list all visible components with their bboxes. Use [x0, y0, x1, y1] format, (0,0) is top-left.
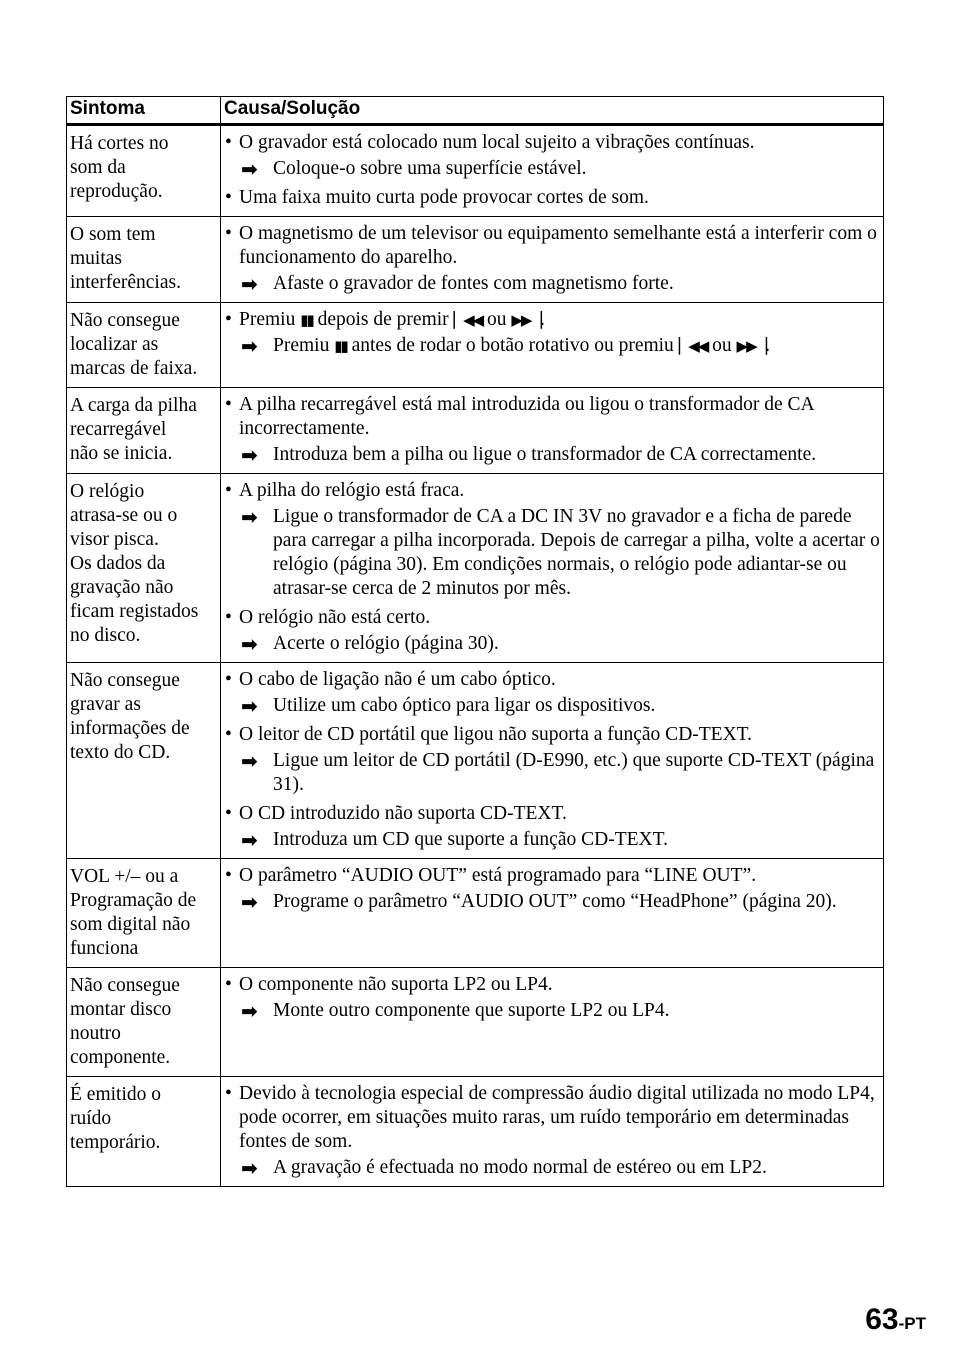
cause-text: depois de premir	[312, 309, 454, 330]
symptom-line: funciona	[70, 938, 139, 959]
symptom-line: Há cortes no	[70, 133, 169, 154]
bullet-icon: •	[225, 187, 232, 208]
solution-item	[225, 272, 881, 296]
symptom-line: Não consegue	[70, 310, 180, 331]
solution-text: .	[765, 335, 771, 356]
cause-text: Premiu	[239, 309, 301, 330]
page-number	[865, 1303, 926, 1337]
troubleshooting-table	[66, 96, 884, 1187]
solution-text: A gravação é efectuada no modo normal de estéreo ou em LP2.	[273, 1157, 767, 1178]
symptom-line: som da	[70, 157, 126, 178]
symptom-line: Não consegue	[70, 975, 180, 996]
arrow-right-icon: ➡	[241, 999, 258, 1023]
table-row	[67, 388, 884, 474]
cause-text: O relógio não está certo.	[239, 607, 431, 628]
cause-item	[225, 668, 881, 692]
cause-text: O gravador está colocado num local sujeito a vibrações contínuas.	[239, 132, 755, 153]
table-row	[67, 968, 884, 1077]
symptom-cell	[67, 125, 221, 217]
cause-item	[225, 864, 881, 888]
cause-solution-cell	[221, 474, 884, 663]
cause-solution-cell	[221, 303, 884, 388]
header-symptom: Sintoma	[67, 97, 221, 125]
solution-text: antes de rodar o botão rotativo ou premiu	[346, 335, 679, 356]
bullet-icon: •	[225, 974, 232, 995]
symptom-line: O relógio	[70, 481, 145, 502]
bullet-icon: •	[225, 223, 232, 244]
bullet-icon: •	[225, 865, 232, 886]
symptom-line: É emitido o	[70, 1084, 161, 1105]
cause-solution-cell	[221, 663, 884, 859]
arrow-right-icon: ➡	[241, 828, 258, 852]
table-row	[67, 217, 884, 303]
cause-solution-cell	[221, 1077, 884, 1187]
solution-item	[225, 157, 881, 181]
solution-text: Introduza bem a pilha ou ligue o transformador de CA correctamente.	[273, 444, 817, 465]
cause-solution-cell	[221, 968, 884, 1077]
cause-solution-cell	[221, 125, 884, 217]
solution-text: Acerte o relógio (página 30).	[273, 633, 499, 654]
table-header-row	[67, 97, 884, 125]
symptom-line: visor pisca.	[70, 529, 159, 550]
cause-text: O CD introduzido não suporta CD-TEXT.	[239, 803, 567, 824]
solution-item	[225, 890, 881, 914]
symptom-cell	[67, 303, 221, 388]
header-cause-solution: Causa/Solução	[221, 97, 884, 125]
bullet-icon: •	[225, 1083, 232, 1104]
cause-item	[225, 973, 881, 997]
cause-item	[225, 393, 881, 441]
arrow-right-icon: ➡	[241, 443, 258, 467]
solution-item	[225, 334, 881, 358]
solution-text: Afaste o gravador de fontes com magnetismo forte.	[273, 273, 674, 294]
arrow-right-icon: ➡	[241, 890, 258, 914]
cause-item	[225, 479, 881, 503]
solution-text: Coloque-o sobre uma superfície estável.	[273, 158, 587, 179]
next-button-symbol-icon: ▶▶▕	[736, 337, 766, 355]
bullet-icon: •	[225, 394, 232, 415]
prev-button-symbol-icon: ▏◀◀	[678, 337, 708, 355]
bullet-icon: •	[225, 724, 232, 745]
symptom-line: componente.	[70, 1047, 171, 1068]
cause-text: A pilha do relógio está fraca.	[239, 480, 465, 501]
symptom-line: ruído	[70, 1108, 112, 1129]
solution-text: Premiu	[273, 335, 335, 356]
symptom-line: interferências.	[70, 272, 181, 293]
cause-solution-cell	[221, 859, 884, 968]
arrow-right-icon: ➡	[241, 334, 258, 358]
cause-text: O cabo de ligação não é um cabo óptico.	[239, 669, 556, 690]
cause-item	[225, 1082, 881, 1154]
cause-text: O magnetismo de um televisor ou equipamento semelhante está a interferir com o funcionamento do aparelho.	[239, 223, 877, 268]
symptom-line: O som tem	[70, 224, 156, 245]
bullet-icon: •	[225, 669, 232, 690]
cause-item	[225, 186, 881, 210]
symptom-line: temporário.	[70, 1132, 161, 1153]
symptom-line: texto do CD.	[70, 742, 171, 763]
arrow-right-icon: ➡	[241, 272, 258, 296]
symptom-line: gravação não	[70, 577, 174, 598]
solution-text: Introduza um CD que suporte a função CD-TEXT.	[273, 829, 668, 850]
symptom-cell	[67, 663, 221, 859]
symptom-line: muitas	[70, 248, 122, 269]
page-number-value: 63	[865, 1303, 899, 1336]
cause-item	[225, 131, 881, 155]
symptom-line: atrasa-se ou o	[70, 505, 178, 526]
symptom-line: A carga da pilha	[70, 395, 197, 416]
solution-text: Utilize um cabo óptico para ligar os dispositivos.	[273, 695, 656, 716]
symptom-line: noutro	[70, 1023, 121, 1044]
symptom-line: não se inicia.	[70, 443, 173, 464]
pause-button-symbol-icon: ▮▮	[300, 311, 313, 329]
arrow-right-icon: ➡	[241, 694, 258, 718]
bullet-icon: •	[225, 309, 232, 330]
table-row	[67, 125, 884, 217]
arrow-right-icon: ➡	[241, 632, 258, 656]
symptom-cell	[67, 1077, 221, 1187]
solution-item	[225, 828, 881, 852]
arrow-right-icon: ➡	[241, 505, 258, 529]
solution-text: Ligue o transformador de CA a DC IN 3V no gravador e a ficha de parede para carregar a pilha incorporada. Depois de carregar a pilha, volte a acertar o relógio (página 30). Em condições normais, o relógio pode adiantar-se ou atrasar-se cerca de 2 minutos por mês.	[273, 506, 880, 599]
table-row	[67, 474, 884, 663]
bullet-icon: •	[225, 607, 232, 628]
cause-text: Uma faixa muito curta pode provocar cortes de som.	[239, 187, 649, 208]
cause-text: ou	[482, 309, 512, 330]
table-row	[67, 1077, 884, 1187]
solution-text: Ligue um leitor de CD portátil (D-E990, etc.) que suporte CD-TEXT (página 31).	[273, 750, 875, 795]
cause-solution-cell	[221, 388, 884, 474]
solution-item	[225, 505, 881, 601]
table-row	[67, 859, 884, 968]
symptom-cell	[67, 388, 221, 474]
symptom-line: no disco.	[70, 625, 141, 646]
table-row	[67, 663, 884, 859]
page-number-suffix: -PT	[898, 1314, 926, 1333]
cause-item	[225, 606, 881, 630]
symptom-cell	[67, 474, 221, 663]
symptom-line: marcas de faixa.	[70, 358, 198, 379]
arrow-right-icon: ➡	[241, 749, 258, 773]
cause-text: Devido à tecnologia especial de compressão áudio digital utilizada no modo LP4, pode ocorrer, em situações muito raras, um ruído temporário em determinadas fontes de som.	[239, 1083, 875, 1152]
cause-item	[225, 222, 881, 270]
cause-text: .	[540, 309, 545, 330]
symptom-line: VOL +/– ou a	[70, 866, 179, 887]
symptom-cell	[67, 859, 221, 968]
cause-item	[225, 802, 881, 826]
cause-text: A pilha recarregável está mal introduzida ou ligou o transformador de CA incorrectamente.	[239, 394, 814, 439]
arrow-right-icon: ➡	[241, 157, 258, 181]
solution-item	[225, 632, 881, 656]
solution-item	[225, 999, 881, 1023]
symptom-line: localizar as	[70, 334, 159, 355]
solution-item	[225, 443, 881, 467]
symptom-cell	[67, 217, 221, 303]
solution-item	[225, 749, 881, 797]
prev-button-symbol-icon: ▏◀◀	[453, 311, 483, 329]
symptom-line: reprodução.	[70, 181, 163, 202]
cause-text: O parâmetro “AUDIO OUT” está programado para “LINE OUT”.	[239, 865, 757, 886]
arrow-right-icon: ➡	[241, 1156, 258, 1180]
symptom-cell	[67, 968, 221, 1077]
symptom-line: ficam registados	[70, 601, 199, 622]
cause-text: O componente não suporta LP2 ou LP4.	[239, 974, 553, 995]
bullet-icon: •	[225, 132, 232, 153]
symptom-line: Programação de	[70, 890, 197, 911]
table-body	[67, 125, 884, 1187]
solution-text: Monte outro componente que suporte LP2 ou LP4.	[273, 1000, 670, 1021]
symptom-line: montar disco	[70, 999, 172, 1020]
bullet-icon: •	[225, 803, 232, 824]
symptom-line: Não consegue	[70, 670, 180, 691]
table-row	[67, 303, 884, 388]
symptom-line: recarregável	[70, 419, 167, 440]
symptom-line: som digital não	[70, 914, 191, 935]
cause-solution-cell	[221, 217, 884, 303]
symptom-line: Os dados da	[70, 553, 166, 574]
symptom-line: informações de	[70, 718, 190, 739]
symptom-line: gravar as	[70, 694, 141, 715]
solution-text: ou	[707, 335, 737, 356]
pause-button-symbol-icon: ▮▮	[334, 337, 347, 355]
bullet-icon: •	[225, 480, 232, 501]
solution-text: Programe o parâmetro “AUDIO OUT” como “HeadPhone” (página 20).	[273, 891, 837, 912]
cause-item	[225, 308, 881, 332]
cause-text: O leitor de CD portátil que ligou não suporta a função CD-TEXT.	[239, 724, 753, 745]
solution-item	[225, 694, 881, 718]
next-button-symbol-icon: ▶▶▕	[511, 311, 540, 329]
solution-item	[225, 1156, 881, 1180]
cause-item	[225, 723, 881, 747]
